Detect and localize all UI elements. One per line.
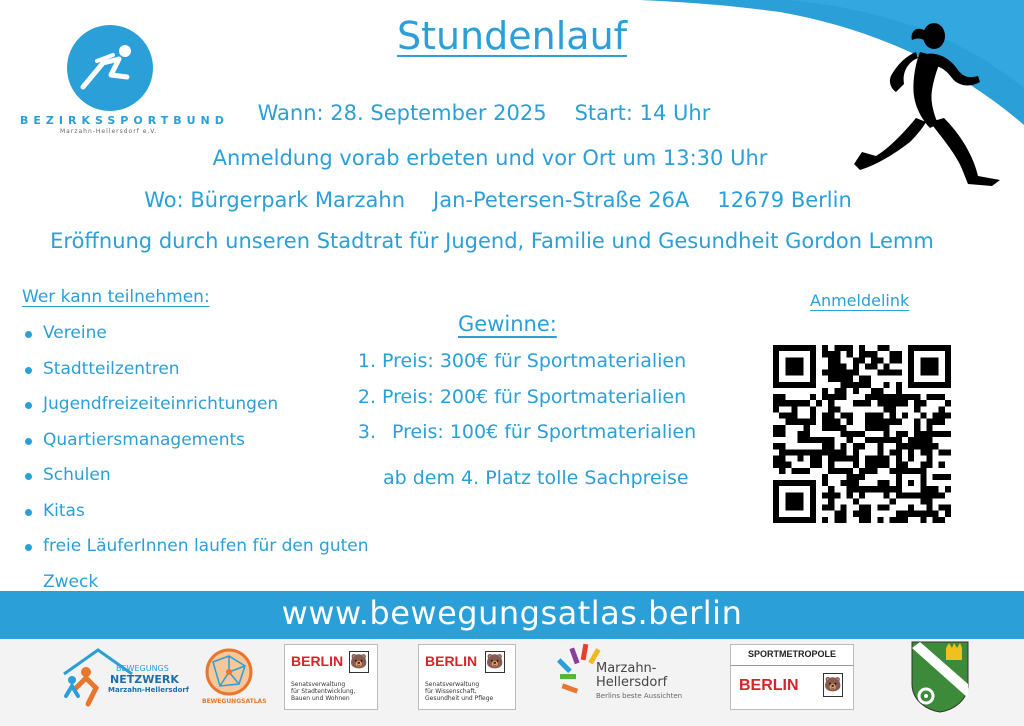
prize-text: Preis: 100€ für Sportmaterialien: [392, 421, 697, 443]
participants-heading: Wer kann teilnehmen:: [22, 287, 210, 307]
bear-icon: 🐻: [823, 673, 843, 697]
prize-extra: ab dem 4. Platz tolle Sachpreise: [383, 467, 689, 489]
list-item: [340, 380, 696, 416]
district-line1: Marzahn-: [596, 661, 657, 676]
berlin-word: BERLIN: [739, 677, 799, 694]
prize-text: Preis: 300€ für Sportmaterialien: [382, 350, 687, 372]
list-item: [340, 415, 696, 451]
berlin-word: BERLIN: [425, 653, 478, 669]
list-item: Vereine: [22, 316, 382, 352]
list-item: Stadtteilzentren: [22, 352, 382, 388]
senate1-text: [291, 681, 355, 702]
netzwerk-line1: BEWEGUNGS: [116, 664, 169, 673]
website-link[interactable]: www.bewegungsatlas.berlin: [281, 594, 743, 632]
senate2-line3: Gesundheit und Pflege: [425, 695, 494, 702]
bear-icon: 🐻: [349, 651, 369, 673]
prizes-heading: Gewinne:: [458, 312, 557, 336]
netzwerk-line3: Marzahn-Hellersdorf: [108, 686, 189, 694]
netzwerk-line2: NETZWERK: [110, 673, 179, 686]
participants-list: [22, 316, 382, 600]
marzahn-hellersdorf-logo: [556, 640, 698, 710]
logo-name: BEZIRKSSPORTBUND: [20, 114, 229, 127]
sportmetropole-title: SPORTMETROPOLE: [747, 649, 836, 659]
opening-line: Eröffnung durch unseren Stadtrat für Jugend, Familie und Gesundheit Gordon Lemm: [50, 229, 934, 253]
where-line: [0, 188, 1010, 212]
when-text: Wann: 28. September 2025: [257, 101, 547, 125]
globe-network-icon: [198, 644, 260, 700]
bewegungsnetzwerk-logo: [58, 644, 189, 712]
list-item: Kitas: [22, 494, 382, 530]
bear-icon: 🐻: [485, 651, 505, 673]
senate1-line2: für Stadtentwicklung,: [291, 688, 356, 695]
list-item: Schulen: [22, 458, 382, 494]
list-item-continuation: Zweck: [43, 571, 99, 592]
sportmetropole-logo: [730, 644, 854, 710]
registration-line: Anmeldung vorab erbeten und vor Ort um 13:30 Uhr: [212, 146, 768, 170]
list-item: Quartiersmanagements: [22, 423, 382, 459]
divider: [731, 665, 853, 666]
district-line2: Hellersdorf: [596, 675, 668, 690]
prizes-list: [340, 344, 696, 451]
senate1-line1: Senatsverwaltung: [291, 681, 346, 688]
senate2-line1: Senatsverwaltung: [425, 681, 480, 688]
district-tagline: Berlins beste Aussichten: [596, 692, 683, 700]
when-line: [0, 101, 996, 125]
district-name: [596, 662, 667, 690]
prize-text: Preis: 200€ für Sportmaterialien: [382, 385, 687, 408]
prize-number: 3.: [357, 421, 376, 443]
bewegungsatlas-logo: [198, 644, 267, 710]
list-item: freie LäuferInnen laufen für den guten: [22, 529, 382, 565]
street-text: Jan-Petersen-Straße 26A: [433, 188, 690, 212]
senate1-line3: Bauen und Wohnen: [291, 695, 350, 702]
coat-of-arms-icon: [910, 640, 970, 714]
senate2-text: [425, 681, 493, 702]
logo-subtitle: Marzahn-Hellersdorf e.V.: [60, 128, 158, 135]
page-title: Stundenlauf: [396, 14, 628, 58]
senate-science-health-logo: [418, 644, 516, 710]
senate2-line2: für Wissenschaft,: [425, 688, 477, 695]
registration-link-heading[interactable]: Anmeldelink: [810, 291, 910, 310]
bewegungsatlas-label: BEWEGUNGSATLAS: [202, 698, 267, 705]
where-text: Wo: Bürgerpark Marzahn: [144, 188, 406, 212]
prize-number: 2.: [357, 385, 376, 408]
list-item: [340, 344, 696, 380]
berlin-word: BERLIN: [291, 653, 344, 669]
start-text: Start: 14 Uhr: [574, 101, 711, 125]
list-item: Jugendfreizeiteinrichtungen: [22, 387, 382, 423]
senate-urban-development-logo: [284, 644, 378, 710]
city-text: 12679 Berlin: [717, 188, 852, 212]
prize-number: 1.: [357, 350, 376, 372]
qr-code-icon[interactable]: [773, 345, 951, 523]
